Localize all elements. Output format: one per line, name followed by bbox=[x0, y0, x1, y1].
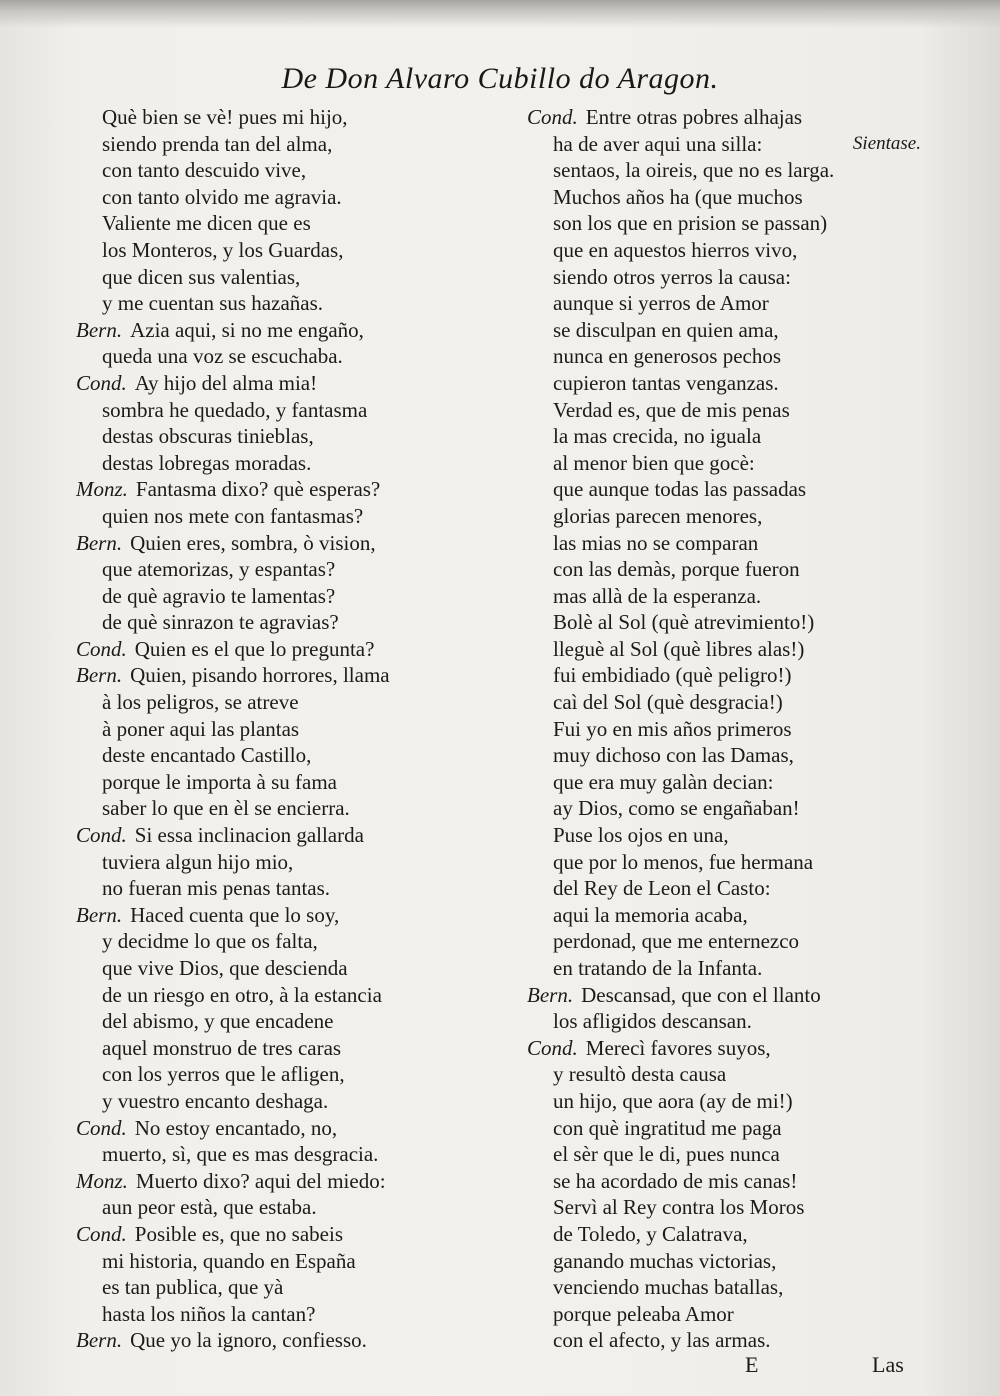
verse-text: siendo otros yerros la causa: bbox=[553, 264, 791, 289]
verse-text: se ha acordado de mis canas! bbox=[553, 1168, 798, 1193]
speaker-label: Bern. bbox=[76, 663, 123, 688]
verse-line bbox=[527, 1088, 917, 1115]
verse-text: porque peleaba Amor bbox=[553, 1301, 734, 1326]
verse-line bbox=[527, 184, 917, 211]
verse-text: de què sinrazon te agravias? bbox=[102, 610, 339, 635]
verse-line bbox=[76, 423, 486, 450]
verse-text: destas lobregas moradas. bbox=[102, 450, 312, 475]
speaker-label: Cond. bbox=[527, 1035, 578, 1060]
verse-text: Merecì favores suyos, bbox=[585, 1035, 771, 1060]
verse-line bbox=[76, 689, 486, 716]
verse-text: de què agravio te lamentas? bbox=[102, 583, 336, 608]
verse-line bbox=[76, 1115, 486, 1142]
verse-text: cupieron tantas venganzas. bbox=[553, 370, 779, 395]
verse-text: con las demàs, porque fueron bbox=[553, 557, 800, 582]
speaker-label: Bern. bbox=[76, 317, 123, 342]
speaker-label: Monz. bbox=[76, 1168, 128, 1193]
verse-text: Servì al Rey contra los Moros bbox=[553, 1195, 805, 1220]
verse-text: del abismo, y que encadene bbox=[102, 1009, 334, 1034]
verse-text: queda una voz se escuchaba. bbox=[102, 344, 343, 369]
speaker-label: Cond. bbox=[76, 1221, 127, 1246]
verse-text: del Rey de Leon el Casto: bbox=[553, 876, 771, 901]
verse-text: fui embidiado (què peligro!) bbox=[553, 663, 792, 688]
verse-text: que dicen sus valentias, bbox=[102, 264, 301, 289]
verse-text: que vive Dios, que descienda bbox=[102, 956, 348, 980]
verse-text: saber lo que en èl se encierra. bbox=[102, 796, 350, 821]
verse-line bbox=[76, 769, 486, 796]
verse-text: los Monteros, y los Guardas, bbox=[102, 237, 344, 262]
verse-line bbox=[527, 210, 917, 237]
verse-line bbox=[76, 955, 486, 982]
verse-text: que aunque todas las passadas bbox=[553, 477, 807, 502]
verse-line bbox=[527, 769, 917, 796]
verse-line bbox=[527, 955, 917, 982]
verse-line bbox=[76, 662, 486, 689]
verse-line bbox=[527, 822, 917, 849]
verse-line bbox=[76, 1168, 486, 1195]
verse-text: Quien eres, sombra, ò vision, bbox=[130, 530, 376, 555]
verse-text: un hijo, que aora (ay de mi!) bbox=[553, 1088, 793, 1113]
verse-text: nunca en generosos pechos bbox=[553, 344, 782, 369]
verse-text: es tan publica, que yà bbox=[102, 1275, 284, 1300]
verse-line bbox=[527, 370, 917, 397]
verse-text: tuviera algun hijo mio, bbox=[102, 849, 294, 874]
verse-line bbox=[76, 982, 486, 1009]
speaker-label: Cond. bbox=[76, 1115, 127, 1140]
verse-line bbox=[527, 1141, 917, 1168]
verse-line bbox=[527, 1008, 917, 1035]
verse-text: el sèr que le di, pues nunca bbox=[553, 1142, 780, 1167]
left-column bbox=[76, 104, 486, 1354]
verse-line bbox=[76, 290, 486, 317]
verse-text: aquel monstruo de tres caras bbox=[102, 1035, 342, 1060]
verse-text: venciendo muchas batallas, bbox=[553, 1275, 784, 1300]
verse-line bbox=[527, 716, 917, 743]
verse-text: Que yo la ignoro, confiesso. bbox=[130, 1328, 367, 1353]
verse-text: Què bien se vè! pues mi hijo, bbox=[102, 105, 348, 129]
verse-line bbox=[527, 795, 917, 822]
verse-line bbox=[76, 476, 486, 503]
verse-text: con el afecto, y las armas. bbox=[553, 1328, 771, 1353]
verse-text: con què ingratitud me paga bbox=[553, 1115, 782, 1140]
verse-line bbox=[527, 503, 917, 530]
verse-line bbox=[527, 1274, 917, 1301]
verse-line bbox=[527, 131, 921, 158]
verse-line bbox=[527, 928, 917, 955]
verse-text: caì del Sol (què desgracia!) bbox=[553, 690, 783, 715]
verse-line bbox=[527, 450, 917, 477]
speaker-label: Bern. bbox=[76, 902, 123, 927]
verse-line bbox=[527, 1301, 917, 1328]
verse-text: mas allà de la esperanza. bbox=[553, 583, 762, 608]
verse-line bbox=[527, 583, 917, 610]
verse-line bbox=[527, 689, 917, 716]
verse-text: Muerto dixo? aqui del miedo: bbox=[135, 1168, 386, 1193]
verse-line bbox=[527, 1194, 917, 1221]
verse-line bbox=[76, 1008, 486, 1035]
verse-line bbox=[76, 609, 486, 636]
verse-line bbox=[76, 928, 486, 955]
verse-line bbox=[76, 1221, 486, 1248]
verse-line bbox=[76, 822, 486, 849]
speaker-label: Bern. bbox=[76, 1328, 123, 1353]
verse-text: deste encantado Castillo, bbox=[102, 743, 312, 768]
verse-text: que atemorizas, y espantas? bbox=[102, 557, 336, 582]
verse-text: y me cuentan sus hazañas. bbox=[102, 291, 324, 316]
verse-text: Bolè al Sol (què atrevimiento!) bbox=[553, 610, 815, 635]
verse-text: porque le importa à su fama bbox=[102, 769, 337, 794]
verse-text: Puse los ojos en una, bbox=[553, 823, 729, 848]
verse-text: Ay hijo del alma mia! bbox=[134, 370, 318, 395]
speaker-label: Cond. bbox=[76, 636, 127, 661]
verse-text: son los que en prision se passan) bbox=[553, 211, 828, 236]
verse-line bbox=[527, 1168, 917, 1195]
verse-line bbox=[527, 343, 917, 370]
verse-text: destas obscuras tinieblas, bbox=[102, 424, 314, 449]
speaker-label: Monz. bbox=[76, 477, 128, 502]
verse-text: y resultò desta causa bbox=[553, 1062, 727, 1087]
verse-line bbox=[76, 184, 486, 211]
verse-text: sombra he quedado, y fantasma bbox=[102, 397, 368, 422]
verse-line bbox=[76, 902, 486, 929]
verse-line bbox=[527, 982, 917, 1009]
verse-text: se disculpan en quien ama, bbox=[553, 317, 779, 342]
verse-line bbox=[76, 131, 486, 158]
verse-text: al menor bien que gocè: bbox=[553, 450, 755, 475]
right-column bbox=[527, 104, 921, 1354]
verse-line bbox=[76, 343, 486, 370]
verse-text: muy dichoso con las Damas, bbox=[553, 743, 794, 768]
verse-line bbox=[527, 1035, 917, 1062]
verse-line bbox=[76, 104, 486, 131]
verse-line bbox=[76, 636, 486, 663]
verse-text: las mias no se comparan bbox=[553, 530, 759, 555]
verse-line bbox=[76, 530, 486, 557]
verse-text: Posible es, que no sabeis bbox=[134, 1221, 343, 1246]
verse-text: y vuestro encanto deshaga. bbox=[102, 1088, 329, 1113]
verse-text: No estoy encantado, no, bbox=[134, 1115, 338, 1140]
verse-text: Verdad es, que de mis penas bbox=[553, 397, 790, 422]
verse-line bbox=[527, 317, 917, 344]
verse-line bbox=[76, 875, 486, 902]
verse-line bbox=[527, 556, 917, 583]
verse-line bbox=[76, 317, 486, 344]
verse-text: siendo prenda tan del alma, bbox=[102, 131, 333, 156]
verse-text: quien nos mete con fantasmas? bbox=[102, 503, 364, 528]
verse-line bbox=[76, 849, 486, 876]
verse-text: los afligidos descansan. bbox=[553, 1009, 752, 1034]
verse-line bbox=[527, 264, 917, 291]
verse-text: en tratando de la Infanta. bbox=[553, 956, 763, 980]
verse-text: sentaos, la oireis, que no es larga. bbox=[553, 158, 835, 183]
verse-line bbox=[527, 662, 917, 689]
verse-line bbox=[527, 397, 917, 424]
verse-text: lleguè al Sol (què libres alas!) bbox=[553, 636, 805, 661]
verse-text: de Toledo, y Calatrava, bbox=[553, 1221, 748, 1246]
verse-text: Si essa inclinacion gallarda bbox=[134, 823, 364, 848]
verse-text: de un riesgo en otro, à la estancia bbox=[102, 982, 382, 1007]
verse-line bbox=[527, 1221, 917, 1248]
stage-direction: Sientase. bbox=[852, 132, 921, 154]
speaker-label: Cond. bbox=[527, 105, 578, 129]
verse-line bbox=[527, 1327, 917, 1354]
verse-text: aun peor està, que estaba. bbox=[102, 1195, 317, 1220]
verse-line bbox=[527, 104, 917, 131]
verse-text: muerto, sì, que es mas desgracia. bbox=[102, 1142, 379, 1167]
verse-line bbox=[527, 530, 917, 557]
verse-text: Fui yo en mis años primeros bbox=[553, 716, 792, 741]
verse-line bbox=[527, 1248, 917, 1275]
verse-line bbox=[76, 157, 486, 184]
verse-line bbox=[527, 476, 917, 503]
verse-text: à los peligros, se atreve bbox=[102, 690, 299, 715]
verse-line bbox=[76, 1088, 486, 1115]
verse-line bbox=[76, 397, 486, 424]
verse-line bbox=[76, 1327, 486, 1354]
speaker-label: Bern. bbox=[527, 982, 574, 1007]
verse-text: Valiente me dicen que es bbox=[102, 211, 311, 236]
verse-text: Descansad, que con el llanto bbox=[581, 982, 821, 1007]
verse-line bbox=[76, 264, 486, 291]
verse-line bbox=[527, 1061, 917, 1088]
verse-line bbox=[527, 849, 917, 876]
verse-line bbox=[527, 636, 917, 663]
verse-text: la mas crecida, no iguala bbox=[553, 424, 762, 449]
verse-text: con tanto olvido me agravia. bbox=[102, 184, 342, 209]
verse-line bbox=[76, 503, 486, 530]
verse-line bbox=[76, 1248, 486, 1275]
verse-line bbox=[76, 450, 486, 477]
verse-text: ganando muchas victorias, bbox=[553, 1248, 777, 1273]
verse-text: ha de aver aqui una silla: bbox=[553, 131, 763, 156]
verse-text: perdonad, que me enternezco bbox=[553, 929, 800, 954]
verse-text: hasta los niños la cantan? bbox=[102, 1301, 316, 1326]
verse-text: Fantasma dixo? què esperas? bbox=[135, 477, 381, 502]
verse-text: mi historia, quando en España bbox=[102, 1248, 356, 1273]
verse-text: à poner aqui las plantas bbox=[102, 716, 300, 741]
verse-line bbox=[76, 795, 486, 822]
verse-line bbox=[76, 1274, 486, 1301]
running-header: De Don Alvaro Cubillo do Aragon. bbox=[281, 62, 719, 95]
verse-line bbox=[527, 1115, 917, 1142]
verse-text: Quien, pisando horrores, llama bbox=[130, 663, 390, 688]
signature-mark: E bbox=[745, 1352, 759, 1377]
verse-text: Quien es el que lo pregunta? bbox=[134, 636, 375, 661]
verse-text: glorias parecen menores, bbox=[553, 503, 763, 528]
verse-text: que en aquestos hierros vivo, bbox=[553, 237, 798, 262]
verse-text: ay Dios, como se engañaban! bbox=[553, 796, 800, 821]
verse-line bbox=[527, 742, 917, 769]
verse-line bbox=[76, 1061, 486, 1088]
verse-text: que por lo menos, fue hermana bbox=[553, 849, 814, 874]
verse-line bbox=[76, 1141, 486, 1168]
verse-text: aunque si yerros de Amor bbox=[553, 291, 769, 316]
speaker-label: Cond. bbox=[76, 823, 127, 848]
verse-text: que era muy galàn decian: bbox=[553, 769, 774, 794]
verse-line bbox=[527, 157, 917, 184]
verse-text: aqui la memoria acaba, bbox=[553, 902, 748, 927]
verse-text: con los yerros que le afligen, bbox=[102, 1062, 345, 1087]
speaker-label: Bern. bbox=[76, 530, 123, 555]
verse-line bbox=[76, 742, 486, 769]
verse-line bbox=[76, 1194, 486, 1221]
verse-line bbox=[76, 1035, 486, 1062]
verse-line bbox=[527, 237, 917, 264]
verse-line bbox=[527, 423, 917, 450]
verse-line bbox=[76, 237, 486, 264]
verse-line bbox=[527, 290, 917, 317]
page-top-shadow bbox=[0, 0, 1000, 28]
verse-text: Entre otras pobres alhajas bbox=[585, 105, 803, 129]
speaker-label: Cond. bbox=[76, 370, 127, 395]
verse-line bbox=[527, 875, 917, 902]
verse-text: Haced cuenta que lo soy, bbox=[130, 902, 340, 927]
verse-line bbox=[76, 556, 486, 583]
verse-text: Muchos años ha (que muchos bbox=[553, 184, 803, 209]
verse-line bbox=[76, 210, 486, 237]
verse-text: no fueran mis penas tantas. bbox=[102, 876, 331, 901]
catchword: Las bbox=[872, 1352, 904, 1377]
verse-text: Azia aqui, si no me engaño, bbox=[130, 317, 364, 342]
verse-line bbox=[76, 716, 486, 743]
verse-text: y decidme lo que os falta, bbox=[102, 929, 318, 954]
verse-line bbox=[76, 583, 486, 610]
verse-line bbox=[76, 1301, 486, 1328]
verse-line bbox=[527, 902, 917, 929]
verse-line bbox=[527, 609, 917, 636]
verse-line bbox=[76, 370, 486, 397]
verse-text: con tanto descuido vive, bbox=[102, 158, 307, 183]
